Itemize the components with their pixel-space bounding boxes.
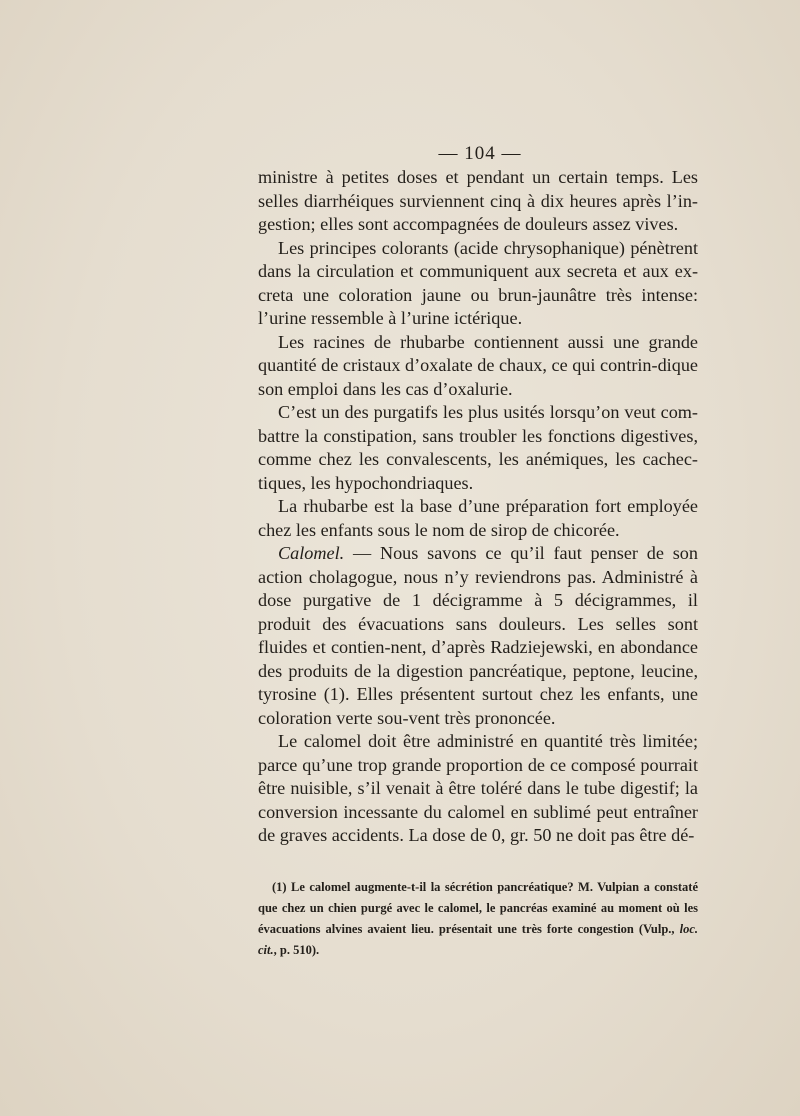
paragraph bbox=[258, 166, 698, 237]
paragraph-text: ministre à petites doses et pendant un certain temps. Les selles diarrhéiques surviennent cinq à dix heures après l’in-gestion; elles sont accompagnées de douleurs assez vives. bbox=[258, 167, 698, 234]
paragraph-text: — Nous savons ce qu’il faut penser de son action cholagogue, nous n’y reviendrons pas. Administré à dose purgative de 1 décigramme à 5 décigrammes, il produit des évacuations sans douleurs. Les selles sont fluides et contien-nent, d’après Radziejewski, en abondance des produits de la digestion pancréatique, peptone, leucine, tyrosine (1). Elles présentent surtout chez les enfants, une coloration verte sou-vent très prononcée. bbox=[258, 543, 698, 728]
paragraph-text: C’est un des purgatifs les plus usités lorsqu’on veut com-battre la constipation, sans troubler les fonctions digestives, comme chez les convalescents, les anémiques, les cachec-tiques, les hypochondriaques. bbox=[258, 402, 698, 493]
paragraph-text: Les racines de rhubarbe contiennent aussi une grande quantité de cristaux d’oxalate de chaux, ce qui contrin-dique son emploi dans les cas d’oxalurie. bbox=[258, 331, 698, 399]
paragraph bbox=[258, 495, 698, 542]
paragraph bbox=[258, 237, 698, 331]
paragraph bbox=[258, 401, 698, 495]
page-number: — 104 — bbox=[438, 143, 522, 164]
section-lead-calomel: Calomel. bbox=[278, 543, 345, 563]
footnote-citation: loc. cit. bbox=[258, 922, 698, 957]
paragraph bbox=[258, 331, 698, 402]
footnote bbox=[258, 877, 698, 961]
footnote-text-end: , p. 510). bbox=[273, 943, 320, 957]
footnote-text: (1) Le calomel augmente-t-il la sécrétion pancréatique? M. Vulpian a constaté que chez un chien purgé avec le calomel, le pancréas examiné au moment où les évacuations alvines avaient lieu. présentait une très forte congestion (Vulp., bbox=[258, 880, 698, 936]
paragraph-text: La rhubarbe est la base d’une préparation fort employée chez les enfants sous le nom de sirop de chicorée. bbox=[258, 496, 698, 540]
body-text bbox=[258, 166, 698, 848]
paragraph-text: Le calomel doit être administré en quantité très limitée; parce qu’une trop grande proportion de ce composé pourrait être nuisible, s’il venait à être toléré dans le tube digestif; la conversion incessante du calomel en sublimé peut entraîner de graves accidents. La dose de 0, gr. 50 ne doit pas être dé- bbox=[258, 731, 698, 845]
paragraph-text: Les principes colorants (acide chrysophanique) pénètrent dans la circulation et communiquent aux secreta et aux ex-creta une coloration jaune ou brun-jaunâtre très intense: l’urine ressemble à l’urine ictérique. bbox=[258, 237, 698, 328]
paragraph bbox=[258, 730, 698, 848]
paragraph-calomel bbox=[258, 542, 698, 730]
